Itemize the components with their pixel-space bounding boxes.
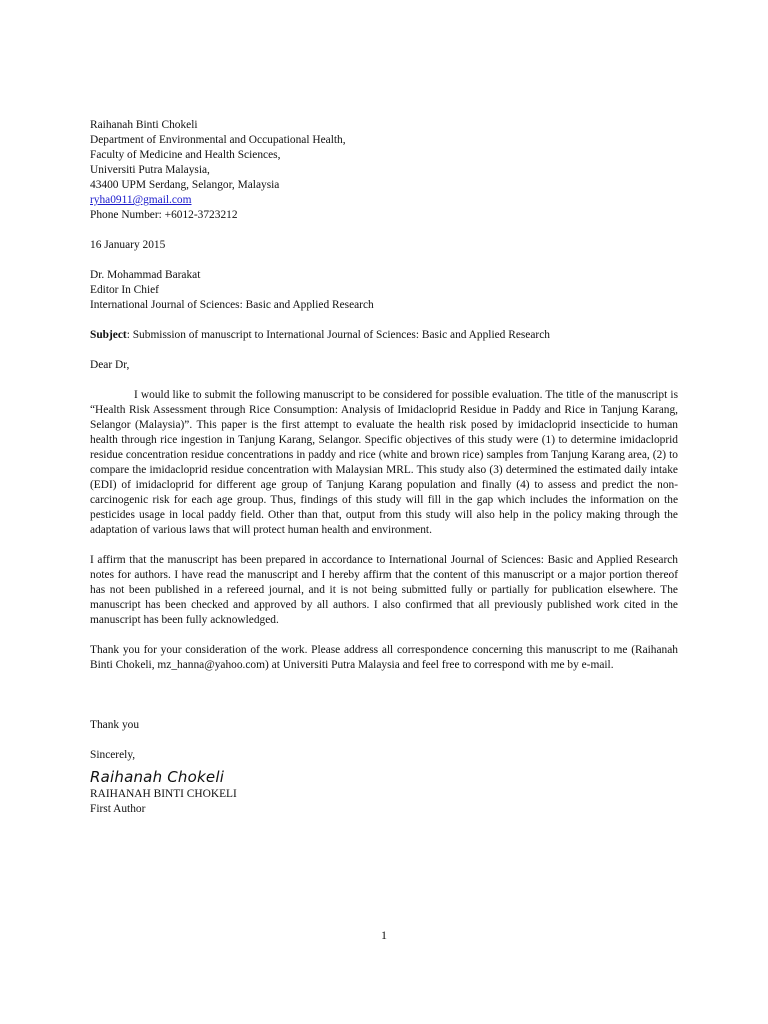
recipient-title: Editor In Chief	[90, 284, 159, 296]
body-paragraph-2: I affirm that the manuscript has been prepared in accordance to International Journal of Sciences: Basic and Applied Research notes for authors. I have read the manuscript and I hereby affirm that the content of this manuscript or a major portion thereof has not been published in a refereed journal, and it is not being submitted fully or partially for publication elsewhere. The manuscript has been checked and approved by all authors. I also confirmed that all previously published work cited in the manuscript has been fully acknowledged.	[90, 554, 678, 626]
signatory-role: First Author	[90, 803, 146, 815]
recipient-journal: International Journal of Sciences: Basic and Applied Research	[90, 299, 374, 311]
salutation: Dear Dr,	[90, 359, 130, 371]
body-paragraph-1: I would like to submit the following manuscript to be considered for possible evaluation. The title of the manuscript is “Health Risk Assessment through Rice Consumption: Analysis of Imidacloprid Residue in Paddy and Rice in Tanjung Karang, Selangor (Malaysia)”. This paper is the first attempt to evaluate the health risk posed by imidacloprid insecticide to human health through rice ingestion in Tanjung Karang, Selangor. Specific objectives of this study were (1) to determine imidacloprid residue concentration residue concentrations in paddy and rice (white and brown rice) samples from Tanjung Karang area, (2) to compare the imidacloprid residue concentration with Malaysian MRL. This study also (3) determined the estimated daily intake (EDI) of imidacloprid for different age group of Tanjung Karang population and finally (4) to assess and predict the non-carcinogenic risk for each age group. Thus, findings of this study will fill in the gap which includes the information on the pesticides usage in local paddy field. Other than that, output from this study will also help in the policy making through the adaptation of various laws that will protect human health and environment.	[90, 389, 678, 536]
sender-block	[90, 118, 678, 223]
sender-faculty: Faculty of Medicine and Health Sciences,	[90, 149, 281, 161]
subject-line	[90, 328, 678, 343]
letter-body	[90, 118, 678, 817]
closing-thanks: Thank you	[90, 719, 140, 731]
sender-phone: Phone Number: +6012-3723212	[90, 209, 238, 221]
body-paragraph-3: Thank you for your consideration of the work. Please address all correspondence concerning this manuscript to me (Raihanah Binti Chokeli, mz_hanna@yahoo.com) at Universiti Putra Malaysia and feel free to correspond with me by e-mail.	[90, 644, 678, 671]
sender-address: 43400 UPM Serdang, Selangor, Malaysia	[90, 179, 280, 191]
signatory-name: RAIHANAH BINTI CHOKELI	[90, 788, 237, 800]
handwritten-signature: Raihanah Chokeli	[90, 768, 225, 786]
recipient-name: Dr. Mohammad Barakat	[90, 269, 201, 281]
sender-university: Universiti Putra Malaysia,	[90, 164, 210, 176]
closing-sincerely: Sincerely,	[90, 749, 136, 761]
page-number: 1	[381, 928, 387, 942]
sender-name: Raihanah Binti Chokeli	[90, 119, 198, 131]
subject-label: Subject	[90, 329, 127, 341]
subject-text: : Submission of manuscript to International Journal of Sciences: Basic and Applied Research	[126, 329, 550, 341]
recipient-block	[90, 268, 678, 313]
sender-email-link[interactable]: ryha0911@gmail.com	[90, 194, 192, 206]
letter-date: 16 January 2015	[90, 239, 166, 251]
sender-department: Department of Environmental and Occupational Health,	[90, 134, 346, 146]
